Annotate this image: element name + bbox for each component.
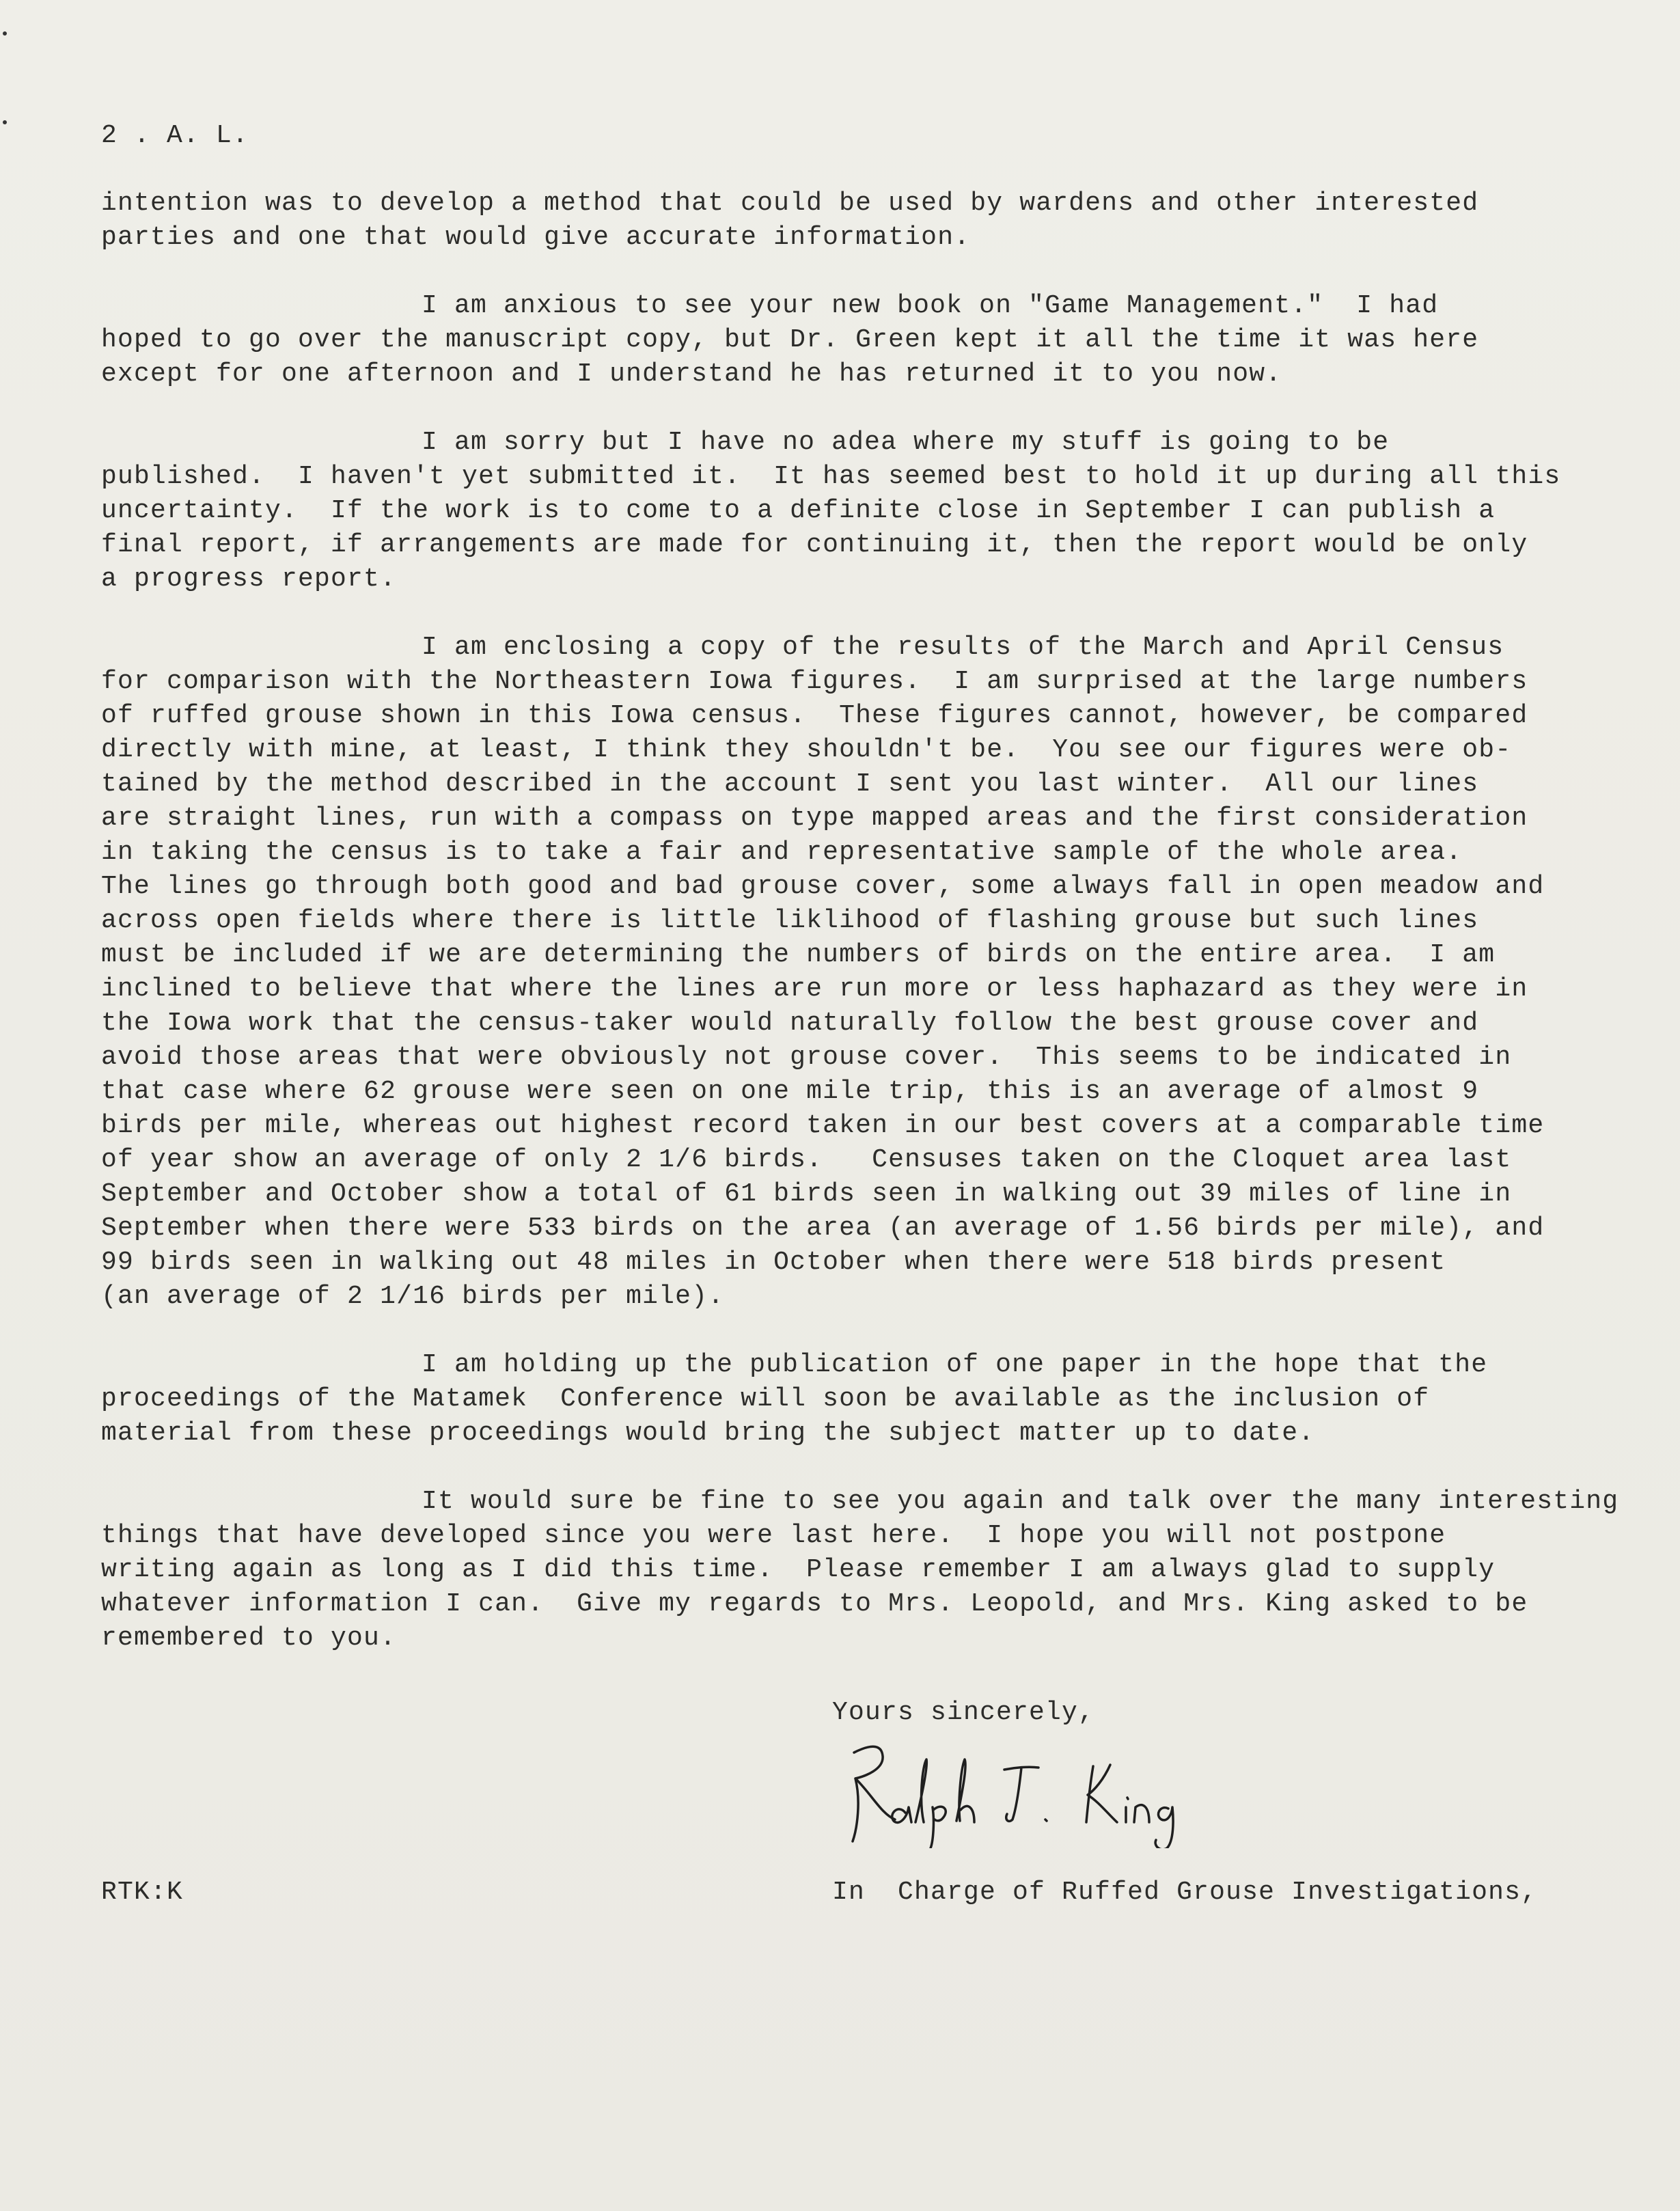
body-line: in taking the census is to take a fair and representative sample of the whole area. [101, 838, 1463, 867]
body-line: intention was to develop a method that could be used by wardens and other interested [101, 189, 1479, 218]
body-line: are straight lines, run with a compass on type mapped areas and the first consideration [101, 804, 1528, 833]
body-line: 99 birds seen in walking out 48 miles in October when there were 518 birds present [101, 1248, 1446, 1277]
body-line: inclined to believe that where the lines are run more or less haphazard as they were in [101, 974, 1528, 1004]
body-line: tained by the method described in the account I sent you last winter. All our lines [101, 769, 1479, 799]
body-line: It would sure be fine to see you again and talk over the many interesting [422, 1487, 1619, 1516]
body-line: for comparison with the Northeastern Iowa figures. I am surprised at the large numbers [101, 667, 1528, 696]
body-line: remembered to you. [101, 1623, 397, 1653]
body-line: except for one afternoon and I understand he has returned it to you now. [101, 359, 1282, 389]
handwritten-signature [840, 1739, 1250, 1848]
body-line: material from these proceedings would bring the subject matter up to date. [101, 1418, 1315, 1448]
body-line: September and October show a total of 61 birds seen in walking out 39 miles of line in [101, 1179, 1512, 1209]
body-line: must be included if we are determining the numbers of birds on the entire area. I am [101, 940, 1496, 970]
typist-initials: RTK:K [101, 1878, 184, 1907]
body-line: I am enclosing a copy of the results of the March and April Census [422, 633, 1504, 662]
body-line: of ruffed grouse shown in this Iowa census. These figures cannot, however, be compared [101, 701, 1528, 730]
body-line: final report, if arrangements are made for continuing it, then the report would be only [101, 530, 1528, 560]
body-line: things that have developed since you were last here. I hope you will not postpone [101, 1521, 1446, 1550]
body-line: I am anxious to see your new book on "Game Management." I had [422, 291, 1439, 320]
body-line: hoped to go over the manuscript copy, but Dr. Green kept it all the time it was here [101, 325, 1479, 355]
body-line: birds per mile, whereas out highest record taken in our best covers at a comparable time [101, 1111, 1545, 1140]
body-line: whatever information I can. Give my regards to Mrs. Leopold, and Mrs. King asked to be [101, 1589, 1528, 1619]
body-line: parties and one that would give accurate information. [101, 223, 971, 252]
body-line: the Iowa work that the census-taker would naturally follow the best grouse cover and [101, 1008, 1479, 1038]
valediction: Yours sincerely, [832, 1698, 1095, 1727]
body-line: proceedings of the Matamek Conference will soon be available as the inclusion of [101, 1384, 1430, 1414]
body-line: directly with mine, at least, I think they shouldn't be. You see our figures were ob- [101, 735, 1512, 765]
body-line: of year show an average of only 2 1/6 birds. Censuses taken on the Cloquet area last [101, 1145, 1512, 1175]
body-line: that case where 62 grouse were seen on one mile trip, this is an average of almost 9 [101, 1077, 1479, 1106]
body-line: uncertainty. If the work is to come to a definite close in September I can publish a [101, 496, 1496, 525]
body-line: published. I haven't yet submitted it. It has seemed best to hold it up during all this [101, 462, 1561, 491]
body-line: (an average of 2 1/16 birds per mile). [101, 1282, 725, 1311]
margin-mark [3, 31, 7, 36]
body-line: across open fields where there is little liklihood of flashing grouse but such lines [101, 906, 1479, 935]
body-line: a progress report. [101, 564, 397, 594]
page-header: 2 . A. L. [101, 121, 249, 150]
body-line: avoid those areas that were obviously not grouse cover. This seems to be indicated in [101, 1043, 1512, 1072]
body-line: I am holding up the publication of one paper in the hope that the [422, 1350, 1488, 1379]
body-line: September when there were 533 birds on the area (an average of 1.56 birds per mile), and [101, 1213, 1545, 1243]
body-line: I am sorry but I have no adea where my stuff is going to be [422, 428, 1390, 457]
body-line: writing again as long as I did this time. Please remember I am always glad to supply [101, 1555, 1496, 1584]
body-line: The lines go through both good and bad grouse cover, some always fall in open meadow and [101, 872, 1545, 901]
margin-mark [3, 120, 7, 124]
signer-title: In Charge of Ruffed Grouse Investigations, [832, 1878, 1538, 1907]
